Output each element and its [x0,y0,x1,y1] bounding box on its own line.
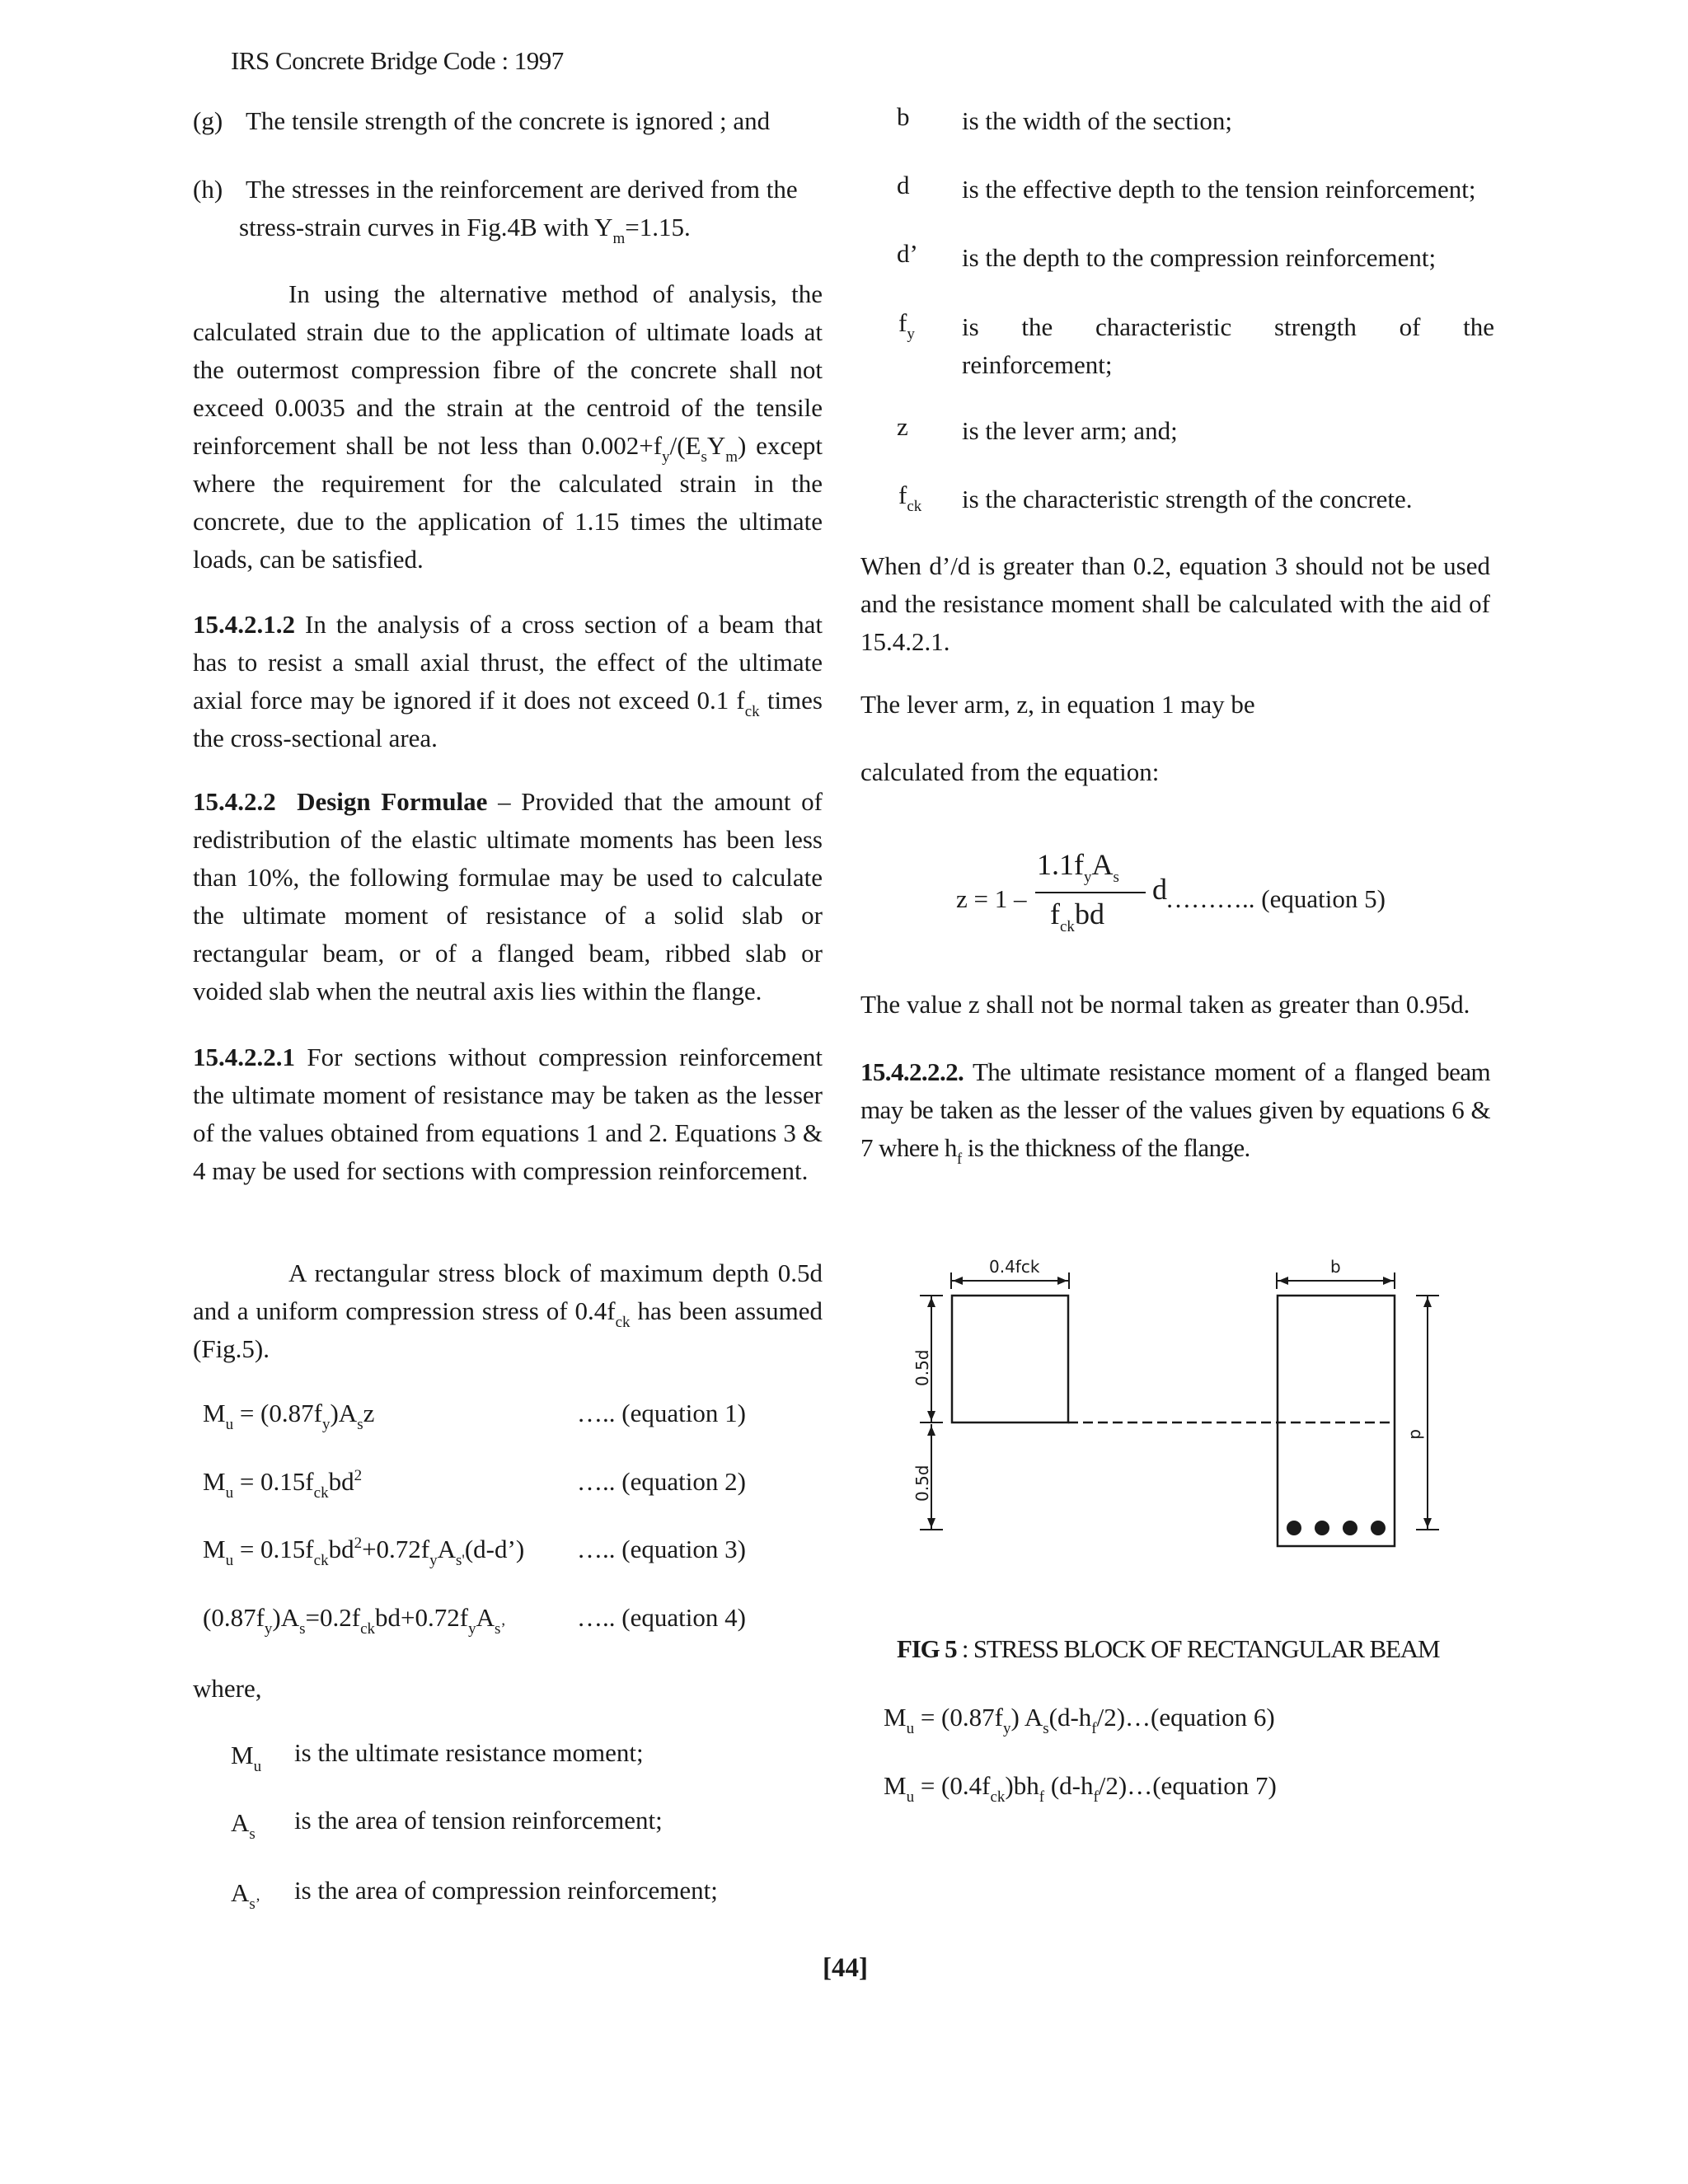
item-label: (h) [193,175,223,204]
beam-section-rect [1278,1296,1395,1546]
equation-3-label: ….. (equation 3) [577,1535,746,1563]
item-text: The tensile strength of the concrete is ignored ; and [246,106,771,135]
item-text: The stresses in the reinforcement are derived from the [246,175,798,204]
figure-5-caption: FIG 5 : STRESS BLOCK OF RECTANGULAR BEAM [897,1634,1440,1663]
rebar-dot [1343,1521,1357,1535]
paragraph-alternative-method: In using the alternative method of analysis, the calculated strain due to the application of ultimate loads at the outermost compression fibre of the concrete shall not exceed 0.0035 and the strain at the centroid of the tensile reinforcement shall be not less than $0.002+f_y/(E_sY_m)$ except where the requirement for the calculated strain in the concrete, due to the application of 1.15 times the ultimate loads, can be satisfied. [193,279,823,574]
def-symbol-d: d [897,171,910,199]
list-item-g [193,102,836,140]
def-symbol-d-prime: d’ [897,239,918,268]
equation-7: $M_u = (0.4f_{ck})bh_f$ $(d-h_f/2)\dots(equation$ 7) [884,1771,1277,1806]
def-text-fck: is the characteristic strength of the concrete. [962,485,1413,513]
width-label: b [1330,1257,1341,1277]
def-symbol-mu: $M_u$ [231,1741,262,1775]
paragraph-z-limit: The value z shall not be normal taken as greater than 0.95d. [860,990,1470,1019]
equation-5-label: ……….. (equation 5) [1165,884,1386,913]
def-text-d: is the effective depth to the tension reinforcement; [962,175,1476,204]
paragraph-15-4-2-2: 15.4.2.2 Design Formulae – Provided that the amount of redistribution of the elastic ultimate moments has been less than 10%, the following formulae may be used to calculate the ultimate moment of resistance of a solid slab or rectangular beam, or of a flanged beam, ribbed slab or voided slab when the neutral axis lies within the flange. [193,787,823,1005]
equation-3-formula: $M_u$ = $0.15f_{ck}bd^2+0.72f_yA_{s'}(d-d’)$ [203,1535,525,1569]
def-text-as: is the area of tension reinforcement; [294,1806,663,1835]
list-item-h [193,171,836,247]
def-symbol-b: b [897,102,910,131]
running-header: IRS Concrete Bridge Code : 1997 [231,46,564,75]
paragraph-d-prime-ratio: When d’/d is greater than 0.2, equation 3 should not be used and the resistance moment shall be calculated with the aid of 15.4.2.1. [860,551,1490,656]
equation-2-label: ….. (equation 2) [577,1467,746,1496]
rebar-dot [1287,1521,1301,1535]
equation-1-label: ….. (equation 1) [577,1399,746,1427]
equation-5-formula: z = 1 – $1.1f_yA_s$ $f_{ck}bd$ d [956,848,1167,935]
def-text-mu: is the ultimate resistance moment; [294,1738,644,1767]
stress-block-rect [952,1296,1068,1422]
def-text-as-prime: is the area of compression reinforcement; [294,1876,718,1905]
def-text-d-prime: is the depth to the compression reinforcement; [962,243,1437,272]
paragraph-15-4-2-2-1: 15.4.2.2.1 For sections without compression reinforcement the ultimate moment of resistance may be taken as the lesser of the values obtained from equations 1 and 2. Equations 3 & 4 may be used for sections with compression reinforcement. [193,1043,823,1185]
page-number: [44] [823,1953,868,1983]
paragraph-stress-block: A rectangular stress block of maximum depth 0.5d and a uniform compression stress of $0.4f_{ck}$ has been assumed (Fig.5). [193,1258,823,1363]
paragraph-15-4-2-2-2: 15.4.2.2.2. The ultimate resistance moment of a flanged beam may be taken as the lesser of the values given by equations 6 & 7 where $h_f$ is the thickness of the flange. [860,1057,1490,1168]
item-text-line2: stress-strain curves in Fig.4B with $Y_m=1.15$. [239,213,691,247]
def-symbol-fck: $f_{ck}$ [898,480,922,515]
figure-5-stress-block [874,1244,1484,1558]
def-text-z: is the lever arm; and; [962,416,1178,445]
rebar-dot [1315,1521,1329,1535]
def-symbol-z: z [897,412,908,441]
lever-arm-line-2: calculated from the equation: [860,757,1160,786]
stress-label: 0.4fck [989,1257,1040,1277]
def-text-b: is the width of the section; [962,106,1233,135]
paragraph-15-4-2-1-2: 15.4.2.1.2 In the analysis of a cross section of a beam that has to resist a small axial thrust, the effect of the ultimate axial force may be ignored if it does not exceed 0.1 $f_{ck}$ times the cross-sectional area. [193,610,823,752]
rebar-dot [1371,1521,1386,1535]
lever-arm-line-1: The lever arm, z, in equation 1 may be [860,690,1255,719]
def-symbol-as: $A_s$ [231,1808,256,1843]
equation-4-label: ….. (equation 4) [577,1603,746,1632]
item-label: (g) [193,106,223,135]
half-depth-label-top: 0.5d [912,1349,932,1386]
depth-label: d [1407,1429,1427,1440]
def-symbol-fy: $f_y$ [898,308,915,343]
equation-4-formula: $(0.87f_y)A_s=0.2f_{ck}bd+0.72f_yA_{s’}$ [203,1603,506,1638]
where-label: where, [193,1674,262,1703]
equation-6: $M_u = (0.87f_y)$ $A_s(d-h_f/2)\dots(equation$ 6) [884,1703,1275,1737]
equation-2-formula: $M_u = 0.15f_{ck}bd^2$ [203,1467,363,1502]
equation-1-formula: $M_u = (0.87f_y)A_sz$ [203,1399,375,1433]
def-symbol-as-prime: $A_{s’}$ [231,1878,261,1913]
half-depth-label-bottom: 0.5d [912,1465,932,1502]
def-text-fy: is the characteristic strength of the reinforcement; [962,312,1494,379]
